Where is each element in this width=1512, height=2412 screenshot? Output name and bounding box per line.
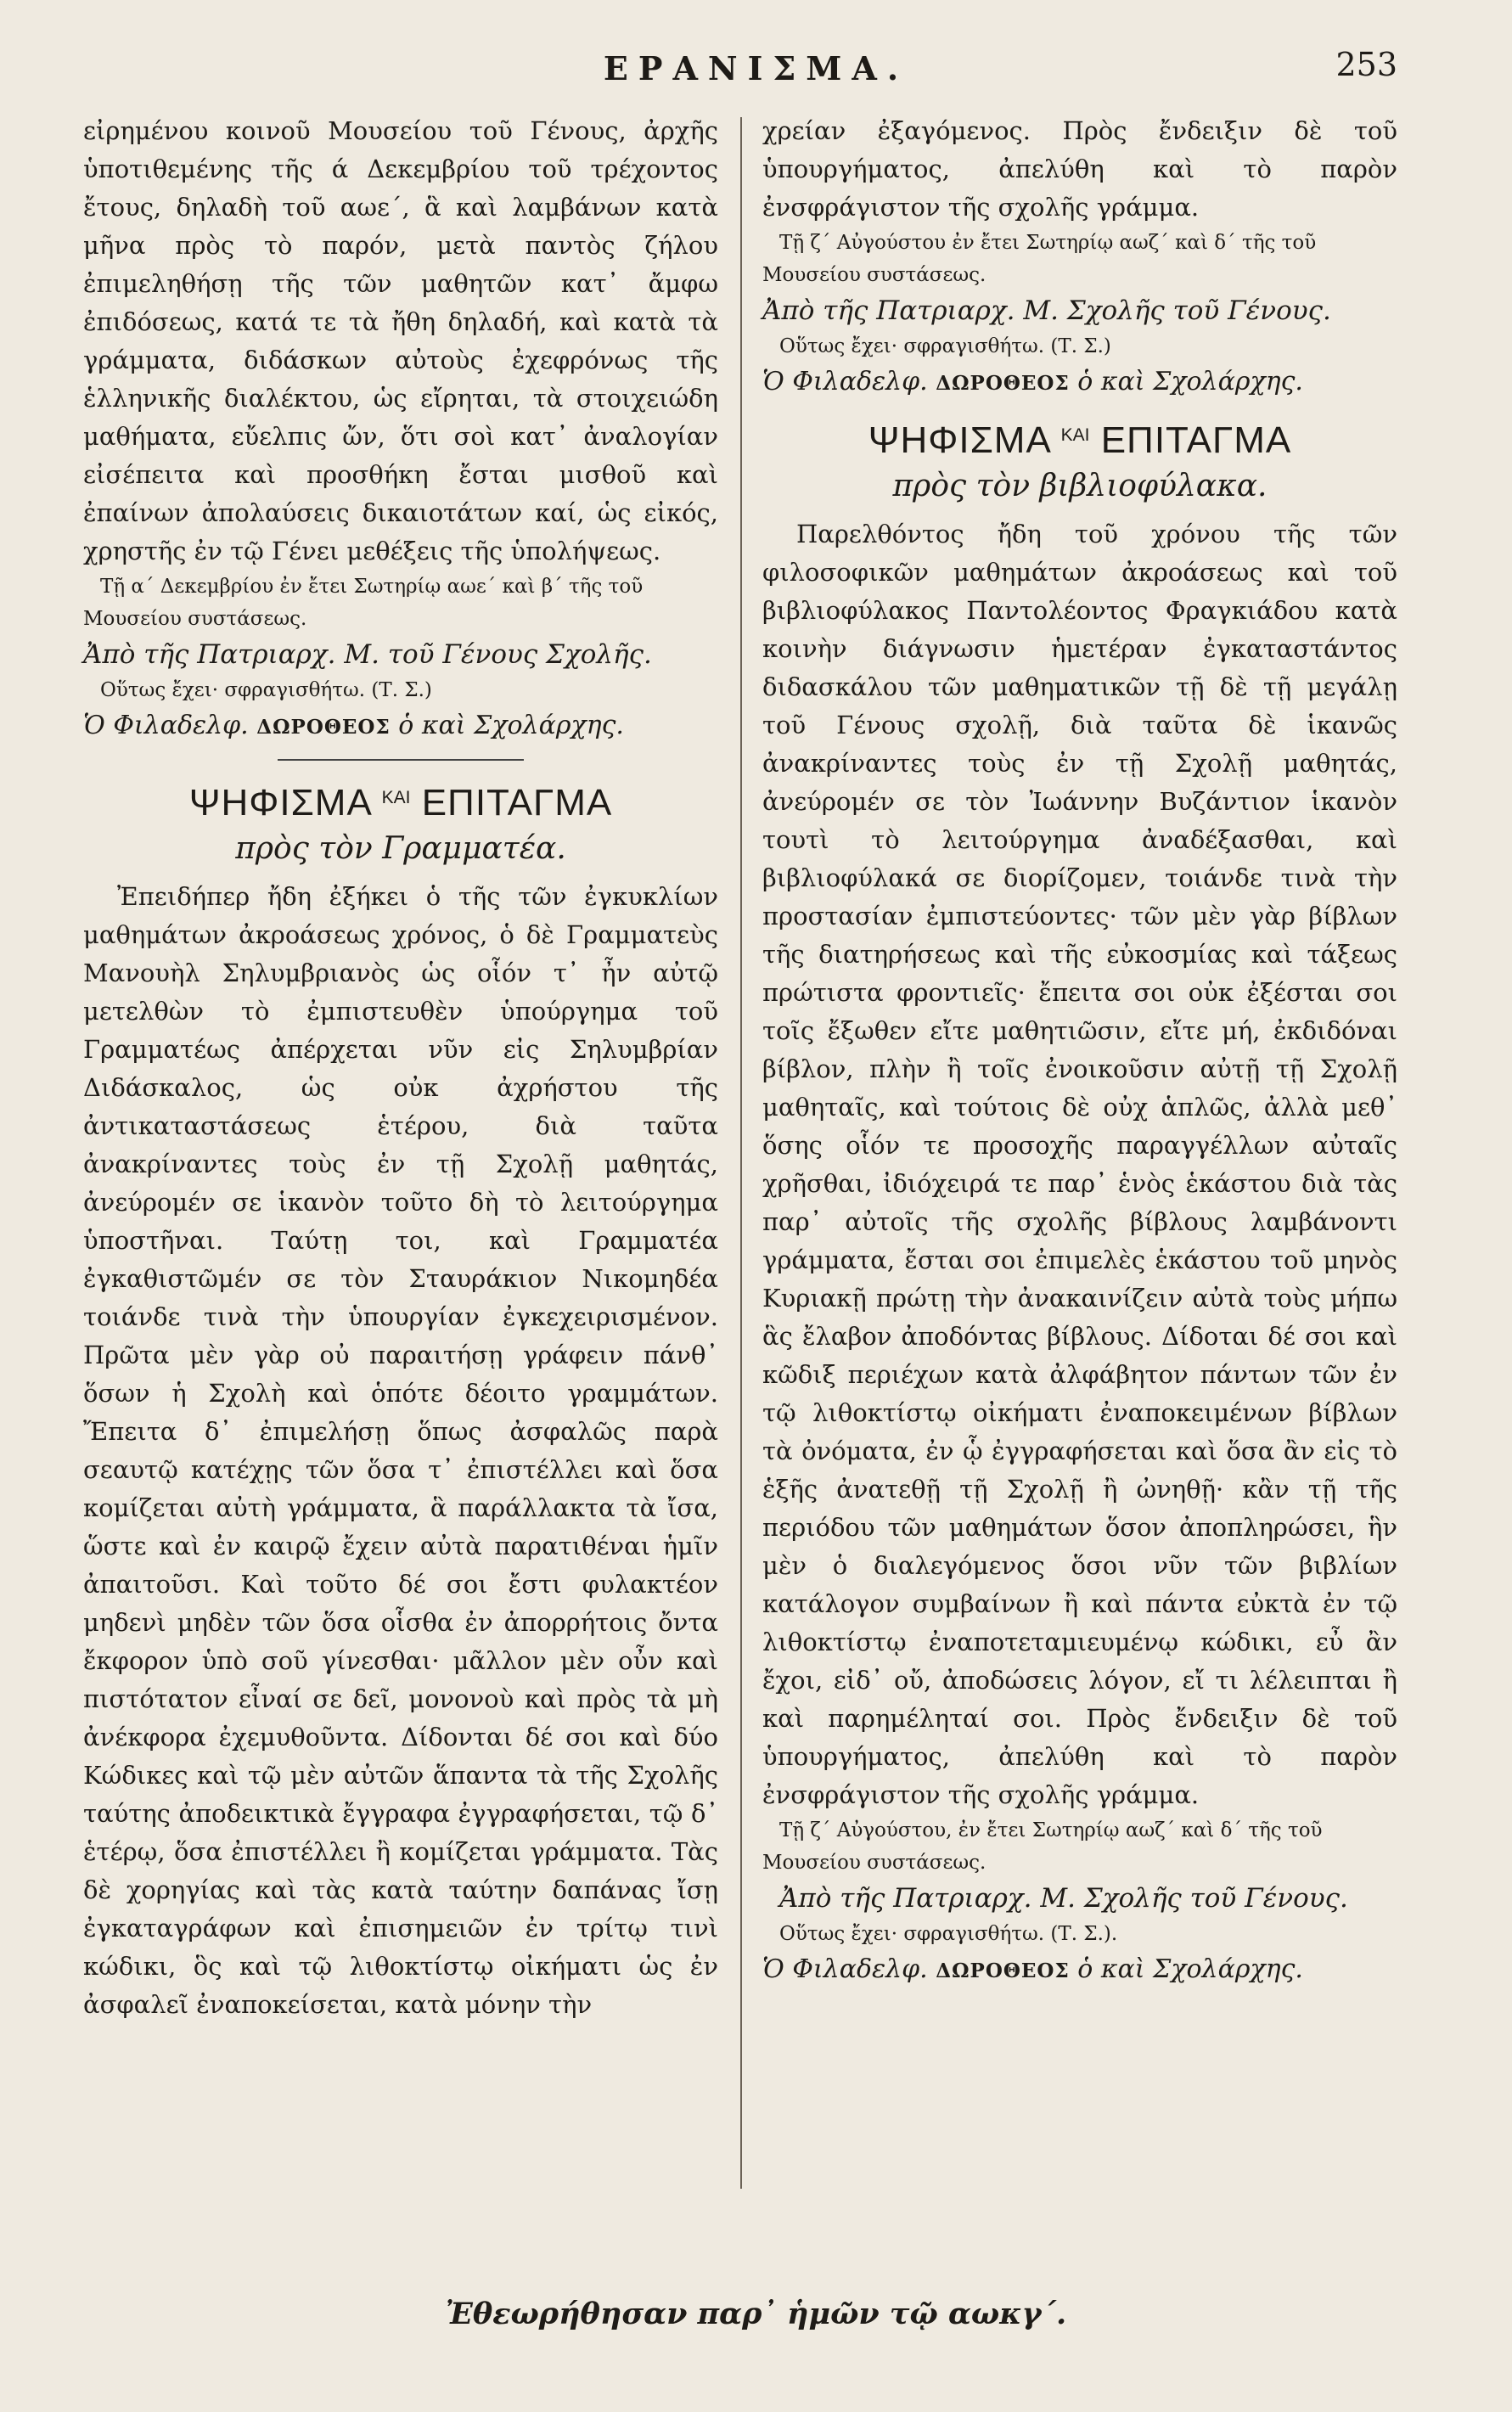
footer-line: Ἐθεωρήθησαν παρ᾽ ἡμῶν τῷ αωκγ΄. (445, 2297, 1067, 2331)
issuer-line: Ἀπὸ τῆς Πατριαρχ. Μ. Σχολῆς τοῦ Γένους. (762, 295, 1331, 326)
signature-name: ΔΩΡΟΘΕΟΣ (936, 1959, 1070, 1982)
date-line: Τῇ α΄ Δεκεμβρίου ἐν ἔτει Σωτηρίῳ αωε΄ καὶ β΄ τῆς τοῦ Μουσείου συστάσεως. (83, 576, 644, 630)
date-line: Τῇ ζ΄ Αὐγούστου ἐν ἔτει Σωτηρίῳ αωζ΄ καὶ δ΄ τῆς τοῦ Μουσείου συστάσεως. (762, 232, 1317, 286)
body-paragraph: Ἐπειδήπερ ἤδη ἐξήκει ὁ τῆς τῶν ἐγκυκλίων μαθημάτων ἀκροάσεως χρόνος, ὁ δὲ Γραμματεὺς Μανουὴλ Σηλυμβριανὸς ὡς οἷόν τ᾽ ἦν αὐτῷ μετελθὼν τὸ ἐμπιστευθὲν ὑπούργημα τοῦ Γραμματέως ἀπέρχεται νῦν εἰς Σηλυμβρίαν Διδάσκαλος, ὡς οὐκ ἀχρήστου τῆς ἀντικαταστάσεως ἑτέρου, διὰ ταῦτα ἀνακρίναντες τοὺς ἐν τῇ Σχολῇ μαθητάς, ἀνεύρομέν σε ἱκανὸν τοῦτο δὴ τὸ λειτούργημα ὑποστῆναι. Ταύτῃ τοι, καὶ Γραμματέα ἐγκαθιστῶμέν σε τὸν Σταυράκιον Νικομηδέα τοιάνδε τινὰ τὴν ὑπουργίαν ἐγκεχειρισμένον. Πρῶτα μὲν γὰρ οὐ παραιτήσῃ γράφειν πάνθ᾽ ὅσων ἡ Σχολὴ καὶ ὁπότε δέοιτο γραμμάτων. Ἔπειτα δ᾽ ἐπιμελήσῃ ὅπως ἀσφαλῶς παρὰ σεαυτῷ κατέχῃς τῶν ὅσα τ᾽ ἐπιστέλλει καὶ ὅσα κομίζεται αὐτὴ γράμματα, ἃ παράλλακτα τὰ ἴσα, ὥστε καὶ ἐν καιρῷ ἔχειν αὐτὰ παρατιθέναι ἡμῖν ἀπαιτοῦσι. Καὶ τοῦτο δέ σοι ἔστι φυλακτέον μηδενὶ μηδὲν τῶν ὅσα οἷσθα ἐν ἀπορρήτοις ὄντα ἔκφορον ὑπὸ σοῦ γίνεσθαι· μᾶλλον μὲν οὖν καὶ πιστότατον εἶναί σε δεῖ, μονονοὺ καὶ πρὸς τὰ μὴ ἀνέκφορα ἐχεμυθοῦντα. Δίδονται δέ σοι καὶ δύο Κώδικες καὶ τῷ μὲν αὐτῶν ἅπαντα τὰ τῆς Σχολῆς ταύτης ἀποδεικτικὰ ἔγγραφα ἐγγραφήσεται, τῷ δ᾽ ἑτέρῳ, ὅσα ἐπιστέλλει ἢ κομίζεται γράμματα. Τὰς δὲ χορηγίας καὶ τὰς κατὰ ταύτην δαπάνας ἴσῃ ἐγκαταγράφων καὶ ἐπισημειῶν ἐν τρίτῳ τινὶ κώδικι, ὃς καὶ τῷ λιθοκτίστῳ οἰκήματι ὡς ἐν ἀσφαλεῖ ἐναποκείσεται, κατὰ μόνην τὴν (83, 882, 718, 2019)
signature-prefix: Ὁ Φιλαδελφ. (762, 1954, 928, 1984)
signature-title: ὁ καὶ Σχολάρχης. (1077, 1954, 1303, 1984)
left-column (83, 112, 718, 2024)
right-column (762, 112, 1397, 1991)
heading-word: ΨΗΦΙΣΜΑ (868, 419, 1050, 461)
section-heading (83, 774, 718, 827)
signature-line (762, 1950, 1397, 1991)
section-subheading: πρὸς τὸν βιβλιοφύλακα. (892, 469, 1267, 503)
section-divider (278, 759, 524, 761)
heading-word: ΕΠΙΤΑΓΜΑ (1100, 419, 1292, 461)
running-title: ΕΡΑΝΙΣΜΑ. (603, 49, 909, 87)
body-paragraph: χρείαν ἐξαγόμενος. Πρὸς ἔνδειξιν δὲ τοῦ ὑπουργήματος, ἀπελύθη καὶ τὸ παρὸν ἐνσφράγιστον τῆς σχολῆς γράμμα. (762, 116, 1397, 222)
signature-name: ΔΩΡΟΘΕΟΣ (936, 372, 1070, 395)
issuer-line: Ἀπὸ τῆς Πατριαρχ. Μ. τοῦ Γένους Σχολῆς. (83, 639, 652, 670)
page-header (0, 34, 1512, 93)
page-number: 253 (1335, 46, 1397, 83)
signature-name: ΔΩΡΟΘΕΟΣ (256, 716, 391, 739)
signature-line (762, 363, 1397, 403)
issuer-line: Ἀπὸ τῆς Πατριαρχ. Μ. Σχολῆς τοῦ Γένους. (779, 1883, 1348, 1914)
heading-word: ΕΠΙΤΑΓΜΑ (421, 782, 613, 824)
heading-conjunction: ΚΑΙ (1060, 425, 1090, 445)
section-heading (762, 412, 1397, 464)
seal-line: Οὕτως ἔχει· σφραγισθήτω. (Τ. Σ.) (779, 335, 1111, 357)
heading-word: ΨΗΦΙΣΜΑ (188, 782, 371, 824)
signature-prefix: Ὁ Φιλαδελφ. (762, 367, 928, 396)
seal-line: Οὕτως ἔχει· σφραγισθήτω. (Τ. Σ.) (100, 679, 432, 701)
column-divider (740, 117, 742, 2189)
section-subheading: πρὸς τὸν Γραμματέα. (235, 831, 566, 866)
signature-title: ὁ καὶ Σχολάρχης. (398, 711, 624, 740)
date-line: Τῇ ζ΄ Αὐγούστου, ἐν ἔτει Σωτηρίῳ αωζ΄ καὶ δ΄ τῆς τοῦ Μουσείου συστάσεως. (762, 1819, 1323, 1874)
seal-line: Οὕτως ἔχει· σφραγισθήτω. (Τ. Σ.). (779, 1923, 1118, 1945)
signature-title: ὁ καὶ Σχολάρχης. (1077, 367, 1303, 396)
heading-conjunction: ΚΑΙ (381, 788, 411, 807)
signature-prefix: Ὁ Φιλαδελφ. (83, 711, 249, 740)
signature-line (83, 706, 718, 747)
body-paragraph: Παρελθόντος ἤδη τοῦ χρόνου τῆς τῶν φιλοσοφικῶν μαθημάτων ἀκροάσεως καὶ τοῦ βιβλιοφύλακος Παντολέοντος Φραγκιάδου κατὰ κοινὴν διάγνωσιν ἡμετέραν ἐγκαταστάντος διδασκάλου τῶν μαθηματικῶν τῇ δὲ τῇ μεγάλῃ τοῦ Γένους σχολῇ, διὰ ταῦτα δὲ ἱκανῶς ἀνακρίναντες τοὺς ἐν τῇ Σχολῇ μαθητάς, ἀνεύρομέν σε τὸν Ἰωάννην Βυζάντιον ἱκανὸν τουτὶ τὸ λειτούργημα ἀναδέξασθαι, καὶ βιβλιοφύλακά σε διορίζομεν, τοιάνδε τινὰ τὴν προστασίαν ἐμπιστεύοντες· τῶν μὲν γὰρ βίβλων τῆς διατηρήσεως καὶ τῆς εὐκοσμίας καὶ τάξεως πρώτιστα φροντιεῖς· ἔπειτα σοι οὐκ ἐξέσται σοι τοῖς ἔξωθεν εἴτε μαθητιῶσιν, εἴτε μή, ἐκδιδόναι βίβλον, πλὴν ἢ τοῖς ἐνοικοῦσιν αὐτῇ τῇ Σχολῇ μαθηταῖς, καὶ τούτοις δὲ οὐχ ἁπλῶς, ἀλλὰ μεθ᾽ ὅσης οἷόν τε προσοχῆς παραγγέλλων αὐταῖς χρῆσθαι, ἰδιόχειρά τε παρ᾽ ἑνὸς ἑκάστου διὰ τὰς παρ᾽ αὐτοῖς τῆς σχολῆς βίβλους λαμβάνοντι γράμματα, ἔσται σοι ἐπιμελὲς ἑκάστου τοῦ μηνὸς Κυριακῇ πρώτῃ τὴν ἀνακαινίζειν αὐτὰ τοὺς μήπω ἃς ἔλαβον ἀποδόντας βίβλους. Δίδοται δέ σοι καὶ κῶδιξ περιέχων κατὰ ἀλφάβητον πάντων τῶν ἐν τῷ λιθοκτίστῳ οἰκήματι ἐναποκειμένων βίβλων τὰ ὀνόματα, ἐν ᾧ ἐγγραφήσεται καὶ ὅσα ἂν εἰς τὸ ἑξῆς ἀνατεθῇ τῇ Σχολῇ ἢ ὠνηθῇ· κἂν τῇ τῆς περιόδου τῶν μαθημάτων ὅσον ἀποπληρώσει, ἣν μὲν ὁ διαλεγόμενος ὅσοι νῦν τῶν βιβλίων κατάλογον συμβαίνων ἢ καὶ πάντα εὐκτὰ ἐν τῷ λιθοκτίστῳ ἐναποτεταμιευμένῳ κώδικι, εὖ ἂν ἔχοι, εἰδ᾽ οὔ, ἀποδώσεις λόγον, εἴ τι λέλειπται ἢ καὶ παρημέληταί σοι. Πρὸς ἔνδειξιν δὲ τοῦ ὑπουργήματος, ἀπελύθη καὶ τὸ παρὸν ἐνσφράγιστον τῆς σχολῆς γράμμα. (762, 520, 1397, 1809)
body-paragraph: εἰρημένου κοινοῦ Μουσείου τοῦ Γένους, ἀρχῆς ὑποτιθεμένης τῆς ά Δεκεμβρίου τοῦ τρέχοντος ἔτους, δηλαδὴ τοῦ αωε΄, ἃ καὶ λαμβάνων κατὰ μῆνα πρὸς τὸ παρόν, μετὰ παντὸς ζήλου ἐπιμεληθήσῃ τῆς τῶν μαθητῶν κατ᾽ ἄμφω ἐπιδόσεως, κατά τε τὰ ἤθη δηλαδή, καὶ κατὰ τὰ γράμματα, διδάσκων αὐτοὺς ἐχεφρόνως τῆς ἑλληνικῆς διαλέκτου, ὡς εἴρηται, τὰ στοιχειώδη μαθήματα, εὔελπις ὤν, ὅτι σοὶ κατ᾽ ἀναλογίαν εἰσέπειτα καὶ προσθήκη ἔσται μισθοῦ καὶ ἐπαίνων ἀπολαύσεις δικαιοτάτων καί, ὡς εἰκός, χρηστῆς ἐν τῷ Γένει μεθέξεις τῆς ὑπολήψεως. (83, 116, 718, 565)
